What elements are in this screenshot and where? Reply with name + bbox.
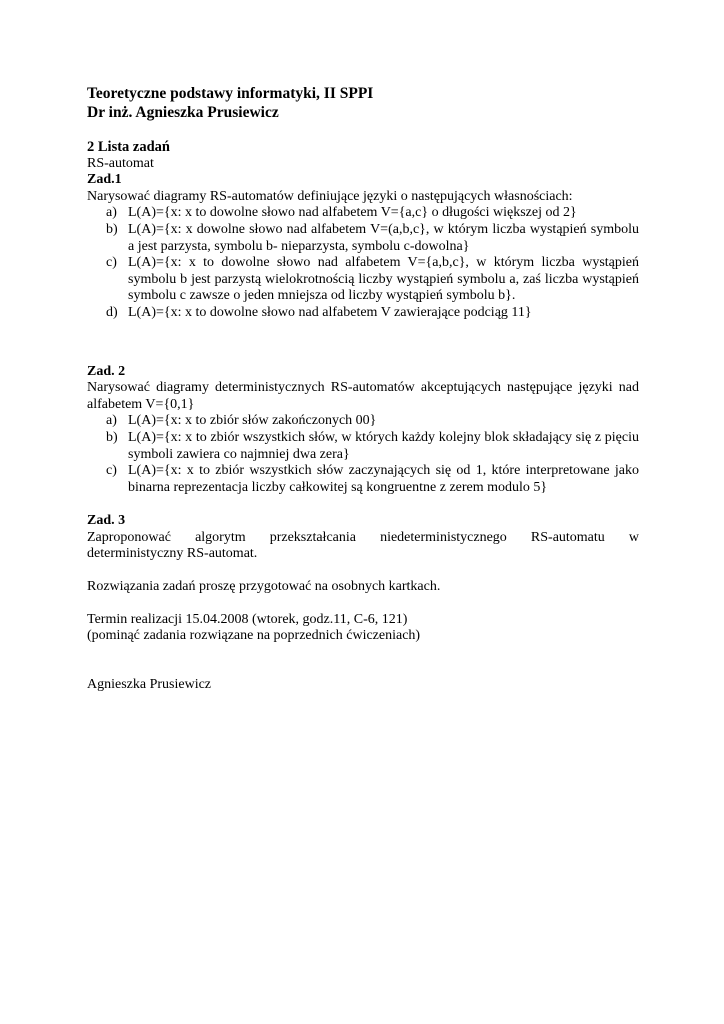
task-3-intro-line1: Zaproponować algorytm przekształcania niedeterministycznego RS-automatu w bbox=[87, 529, 639, 545]
item-marker: b) bbox=[106, 221, 118, 237]
deadline-note: Termin realizacji 15.04.2008 (wtorek, godz.11, C-6, 121) bbox=[87, 611, 408, 627]
item-text: L(A)={x: x dowolne słowo nad alfabetem V=(a,b,c}, w którym liczba wystąpień symbolu a jest parzysta, symbolu b- nieparzysta, symbolu c-dowolna} bbox=[128, 221, 639, 254]
task-2-intro: Narysować diagramy deterministycznych RS-automatów akceptujących następujące języki nad alfabetem V={0,1} bbox=[87, 380, 639, 412]
item-text: L(A)={x: x to zbiór wszystkich słów, w których każdy kolejny blok składający się z pięciu symboli zawiera co najmniej dwa zera} bbox=[128, 429, 639, 462]
task-2-list bbox=[87, 413, 639, 496]
list-item bbox=[87, 413, 639, 430]
item-marker: b) bbox=[106, 429, 118, 445]
list-item bbox=[87, 430, 639, 463]
item-marker: d) bbox=[106, 304, 118, 320]
item-marker: c) bbox=[106, 255, 117, 271]
task-3-title: Zad. 3 bbox=[87, 513, 126, 529]
item-text: L(A)={x: x to dowolne słowo nad alfabetem V zawierające podciąg 11} bbox=[128, 304, 532, 320]
item-text: L(A)={x: x to dowolne słowo nad alfabetem V={a,c} o długości większej od 2} bbox=[128, 205, 577, 221]
list-item bbox=[87, 255, 639, 305]
item-marker: c) bbox=[106, 463, 117, 479]
task-1-intro: Narysować diagramy RS-automatów definiujące języki o następujących własnościach: bbox=[87, 188, 573, 204]
item-marker: a) bbox=[106, 413, 117, 429]
task-1-title: Zad.1 bbox=[87, 172, 122, 188]
item-text: L(A)={x: x to zbiór słów zakończonych 00} bbox=[128, 413, 377, 429]
course-title: Teoretyczne podstawy informatyki, II SPPI bbox=[87, 85, 374, 102]
signature: Agnieszka Prusiewicz bbox=[87, 676, 212, 692]
list-item bbox=[87, 222, 639, 255]
topic-label: RS-automat bbox=[87, 155, 154, 171]
item-text: L(A)={x: x to dowolne słowo nad alfabetem V={a,b,c}, w którym liczba wystąpień symbolu b jest parzystą wielokrotnością liczby wystąpień symbolu a, zaś liczba wystąpień symbolu c zawsze o jeden mniejsza od liczby wystąpień symbolu b}. bbox=[128, 255, 639, 304]
document-page bbox=[87, 84, 639, 693]
task-3-intro-line2: deterministyczny RS-automat. bbox=[87, 546, 258, 562]
list-title: 2 Lista zadań bbox=[87, 139, 170, 155]
item-marker: a) bbox=[106, 205, 117, 221]
list-item bbox=[87, 463, 639, 496]
list-item bbox=[87, 305, 639, 322]
task-1-list bbox=[87, 205, 639, 321]
solutions-note: Rozwiązania zadań proszę przygotować na osobnych kartkach. bbox=[87, 579, 441, 595]
task-2-title: Zad. 2 bbox=[87, 363, 126, 379]
lecturer-name: Dr inż. Agnieszka Prusiewicz bbox=[87, 104, 279, 121]
item-text: L(A)={x: x to zbiór wszystkich słów zaczynających się od 1, które interpretowane jako binarna reprezentacja liczby całkowitej są kongruentne z zerem modulo 5} bbox=[128, 463, 639, 495]
skip-note: (pominąć zadania rozwiązane na poprzednich ćwiczeniach) bbox=[87, 628, 421, 644]
list-item bbox=[87, 205, 639, 222]
